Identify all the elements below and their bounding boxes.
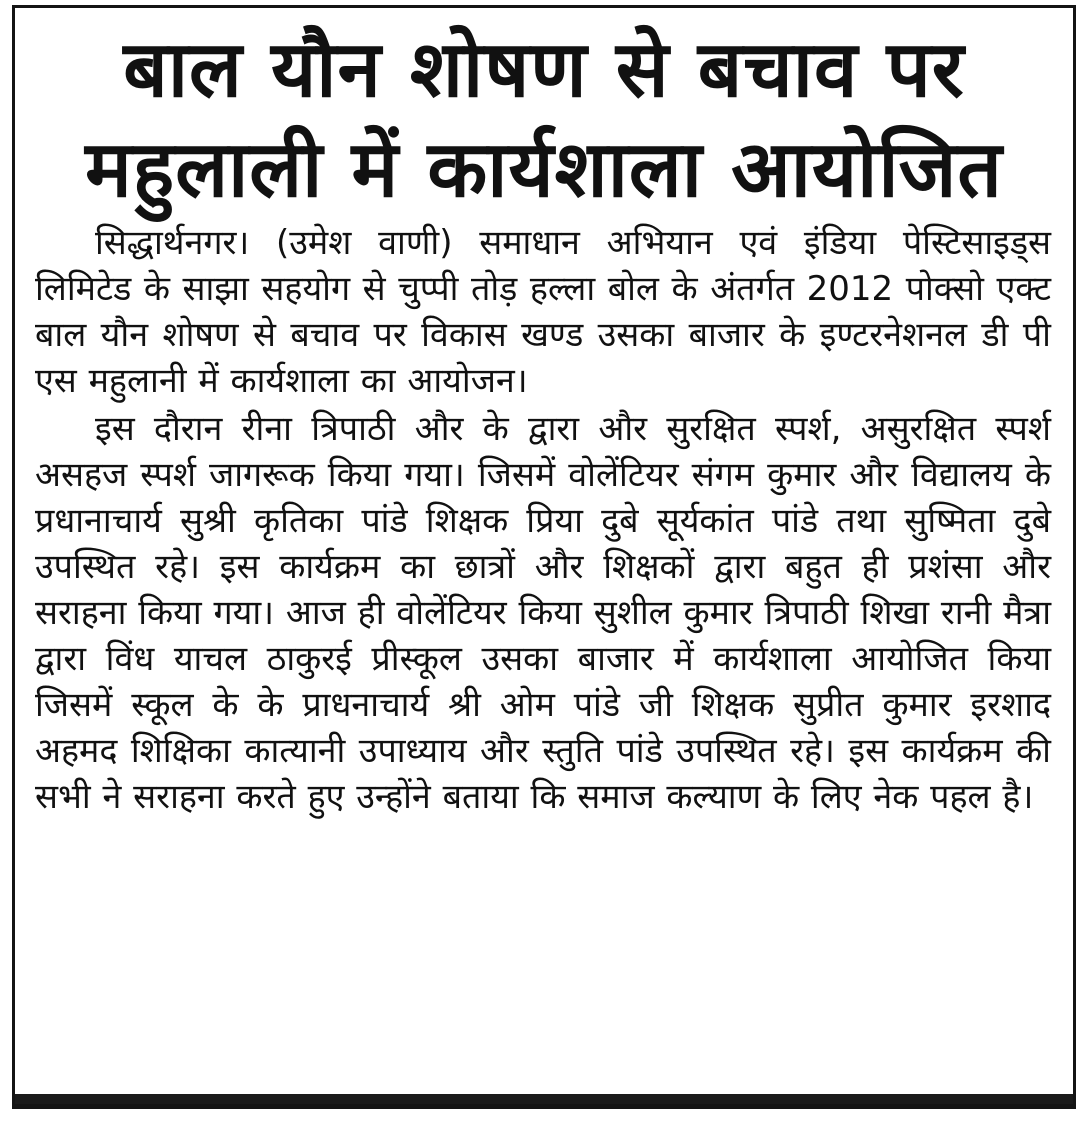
headline-line-2: महुलाली में कार्यशाला आयोजित [85, 125, 1003, 215]
paragraph-2-text: इस दौरान रीना त्रिपाठी और के द्वारा और सुरक्षित स्पर्श, असुरक्षित स्पर्श असहज स्पर्श जागरूक किया गया। जिसमें वोलेंटियर संगम कुमार और विद्यालय के प्रधानाचार्य सुश्री कृतिका पांडे शिक्षक प्रिया दुबे सूर्यकांत पांडे तथा सुष्मिता दुबे उपस्थित रहे। इस कार्यक्रम का छात्रों और शिक्षकों द्वारा बहुत ही प्रशंसा और सराहना किया गया। आज ही वोलेंटियर किया सुशील कुमार त्रिपाठी शिखा रानी मैत्रा द्वारा विंध याचल ठाकुरई प्रीस्कूल उसका बाजार में कार्यशाला आयोजित किया जिसमें स्कूल के के प्राधनाचार्य श्री ओम पांडे जी शिक्षक सुप्रीत कुमार इरशाद अहमद शिक्षिका कात्यानी उपाध्याय और स्तुति पांडे उपस्थित रहे। इस कार्यक्रम की सभी ने सराहना करते हुए उन्होंने बताया कि समाज कल्याण के लिए नेक पहल है। [35, 409, 1051, 817]
article-frame [12, 5, 1076, 1109]
paragraph-1-text: समाधान अभियान एवं इंडिया पेस्टिसाइड्स लिमिटेड के साझा सहयोग से चुप्पी तोड़ हल्ला बोल के अंतर्गत 2012 पोक्सो एक्ट बाल यौन शोषण से बचाव पर विकास खण्ड उसका बाजार के इण्टरनेशनल डी पी एस महुलानी में कार्यशाला का आयोजन। [35, 223, 1052, 401]
article-paragraph-1 [35, 220, 1051, 404]
article-headline [15, 8, 1073, 220]
article-paragraph-2 [35, 406, 1051, 820]
headline-line-1: बाल यौन शोषण से बचाव पर [123, 25, 965, 115]
article-dateline: सिद्धार्थनगर। (उमेश वाणी) [95, 223, 453, 263]
bottom-border-bar [15, 1094, 1073, 1104]
article-body [15, 220, 1073, 820]
